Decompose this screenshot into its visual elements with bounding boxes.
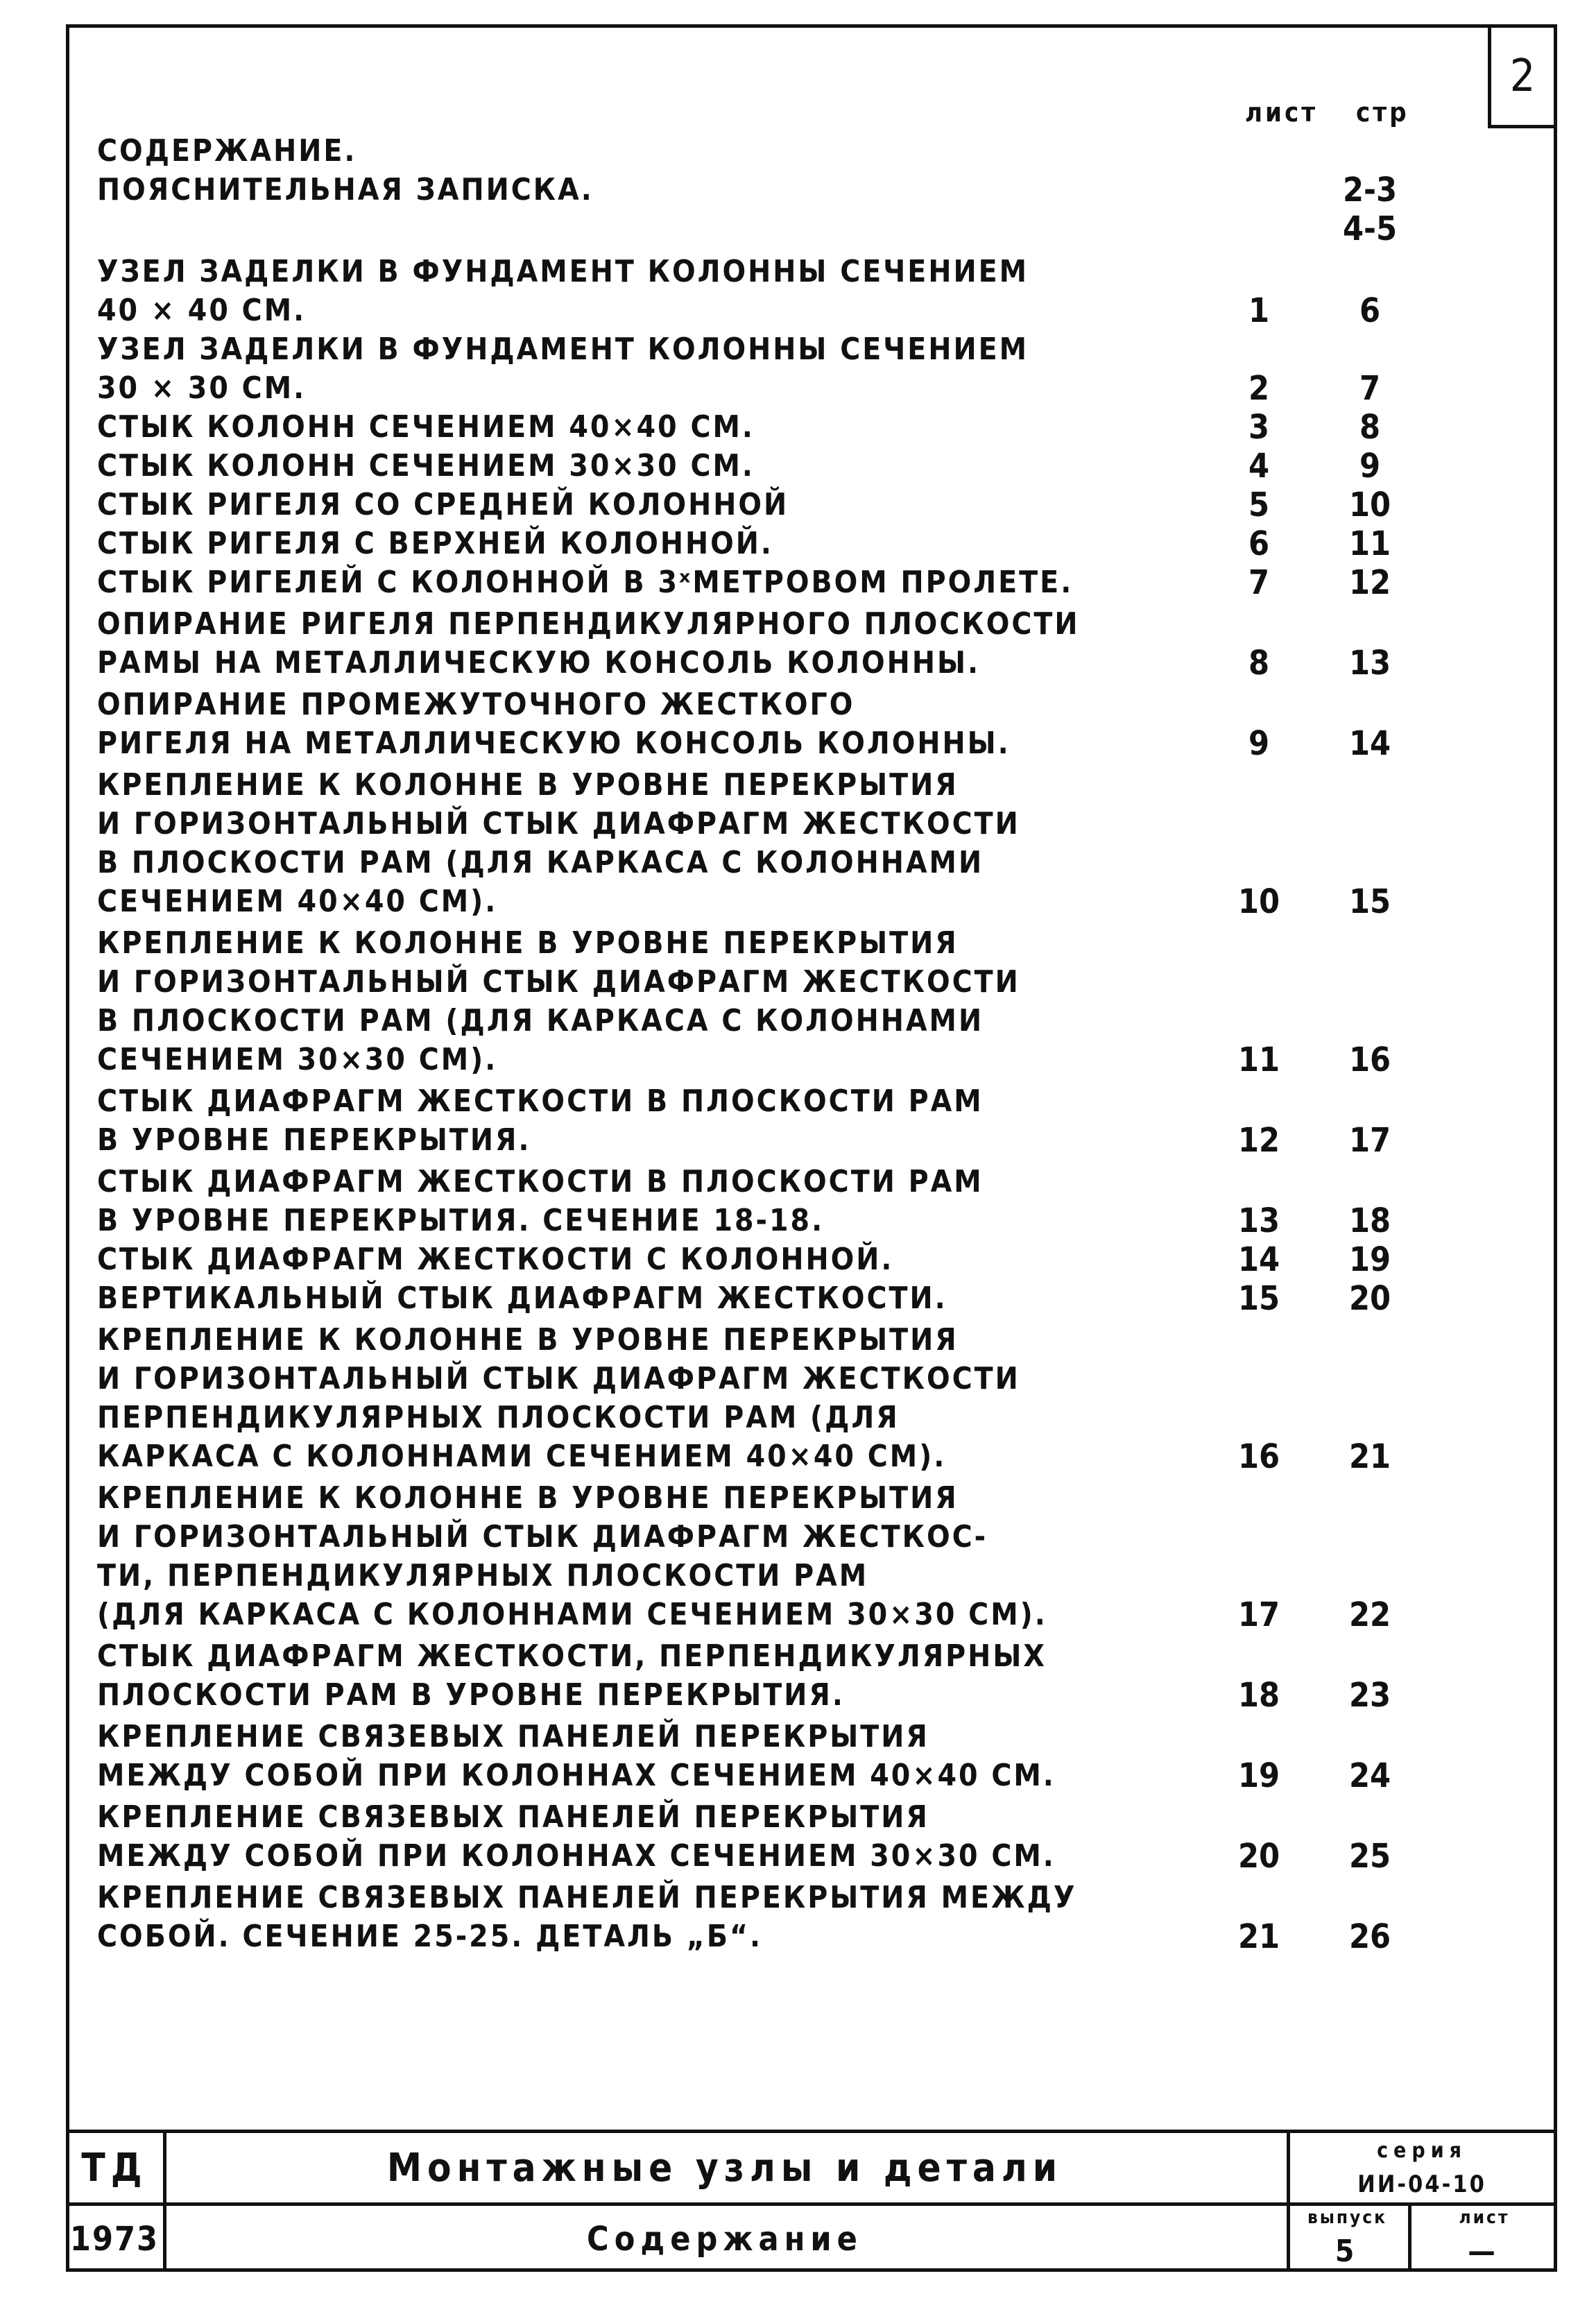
contents-row (97, 605, 1436, 683)
contents-row (97, 1798, 1436, 1876)
contents-row (97, 1637, 1436, 1715)
contents-item-sheet: 10 (1237, 882, 1280, 921)
contents-item-page: 24 (1348, 1756, 1391, 1795)
contents-item-page: 17 (1348, 1121, 1391, 1160)
contents-item-page: 14 (1348, 724, 1391, 763)
contents-item-sheet: 21 (1237, 1917, 1280, 1956)
contents-item-title: КРЕПЛЕНИЕ СВЯЗЕВЫХ ПАНЕЛЕЙ ПЕРЕКРЫТИЯ МЕЖДУ СОБОЙ ПРИ КОЛОННАХ СЕЧЕНИЕМ 30×30 СМ. (97, 1799, 1056, 1874)
contents-item-sheet: 6 (1248, 524, 1270, 563)
contents-item-sheet: 17 (1237, 1595, 1280, 1634)
contents-item-title: СТЫК ДИАФРАГМ ЖЕСТКОСТИ В ПЛОСКОСТИ РАМ В УРОВНЕ ПЕРЕКРЫТИЯ. СЕЧЕНИЕ 18-18. (97, 1164, 984, 1238)
contents-item-title: УЗЕЛ ЗАДЕЛКИ В ФУНДАМЕНТ КОЛОННЫ СЕЧЕНИЕМ 40 × 40 СМ. (97, 254, 1029, 328)
contents-row (97, 408, 1436, 447)
contents-item-title: СТЫК ДИАФРАГМ ЖЕСТКОСТИ С КОЛОННОЙ. (97, 1242, 894, 1277)
series-label: серия (1377, 2138, 1467, 2163)
contents-row (97, 1279, 1436, 1318)
contents-row (97, 924, 1436, 1079)
contents-item-sheet: 20 (1237, 1837, 1280, 1876)
contents-item-sheet: 11 (1237, 1041, 1280, 1079)
contents-item-title: СТЫК КОЛОНН СЕЧЕНИЕМ 40×40 СМ. (97, 409, 755, 445)
contents-item-page: 26 (1348, 1917, 1391, 1956)
contents-item-title: ОПИРАНИЕ РИГЕЛЯ ПЕРПЕНДИКУЛЯРНОГО ПЛОСКОСТИ РАМЫ НА МЕТАЛЛИЧЕСКУЮ КОНСОЛЬ КОЛОННЫ. (97, 606, 1080, 680)
contents-row (97, 1163, 1436, 1240)
contents-item-page: 20 (1348, 1279, 1391, 1318)
year: 1973 (69, 2219, 160, 2259)
contents-row (97, 171, 1436, 209)
contents-item-page: 12 (1348, 563, 1391, 602)
series-value: ИИ-04-10 (1357, 2171, 1486, 2198)
contents-item-page: 25 (1348, 1837, 1391, 1876)
contents-item-title: СТЫК КОЛОНН СЕЧЕНИЕМ 30×30 СМ. (97, 448, 755, 483)
contents-item-sheet: 16 (1237, 1437, 1280, 1476)
contents-item-page: 6 (1359, 291, 1381, 330)
contents-item-sheet: 8 (1248, 644, 1270, 683)
contents-item-sheet: 12 (1237, 1121, 1280, 1160)
contents-row (97, 1878, 1436, 1956)
contents-item-page: 22 (1348, 1595, 1391, 1634)
contents-row (97, 1718, 1436, 1795)
contents-item-sheet: 15 (1237, 1279, 1280, 1318)
contents-item-page: 11 (1348, 524, 1391, 563)
contents-title-row (97, 132, 1436, 171)
contents-row (97, 685, 1436, 763)
contents-row (97, 447, 1436, 486)
contents-title: СОДЕРЖАНИЕ. (97, 133, 357, 169)
sheet-number: 2 (1488, 24, 1557, 128)
contents-item-title: КРЕПЛЕНИЕ СВЯЗЕВЫХ ПАНЕЛЕЙ ПЕРЕКРЫТИЯ МЕЖДУ СОБОЙ ПРИ КОЛОННАХ СЕЧЕНИЕМ 40×40 СМ. (97, 1719, 1056, 1793)
contents-item-title: СТЫК РИГЕЛЯ С ВЕРХНЕЙ КОЛОННОЙ. (97, 526, 773, 561)
contents-item-page: 16 (1348, 1041, 1391, 1079)
contents-item-page: 23 (1348, 1676, 1391, 1715)
contents-item-page: 19 (1348, 1240, 1391, 1279)
contents-item-title: УЗЕЛ ЗАДЕЛКИ В ФУНДАМЕНТ КОЛОННЫ СЕЧЕНИЕМ 30 × 30 СМ. (97, 332, 1029, 406)
contents-row (97, 209, 1436, 248)
contents-item-page: 21 (1348, 1437, 1391, 1476)
contents-item-title: ОПИРАНИЕ ПРОМЕЖУТОЧНОГО ЖЕСТКОГО РИГЕЛЯ НА МЕТАЛЛИЧЕСКУЮ КОНСОЛЬ КОЛОННЫ. (97, 687, 1011, 761)
contents-item-sheet: 1 (1248, 291, 1270, 330)
contents-row (97, 1479, 1436, 1634)
issue-label: выпуск (1307, 2207, 1388, 2228)
contents-item-title: КРЕПЛЕНИЕ К КОЛОННЕ В УРОВНЕ ПЕРЕКРЫТИЯ И ГОРИЗОНТАЛЬНЫЙ СТЫК ДИАФРАГМ ЖЕСТКОСТИ В ПЛОСКОСТИ РАМ (ДЛЯ КАРКАСА С КОЛОННАМИ СЕЧЕНИЕМ 30×30 СМ). (97, 925, 1020, 1077)
contents-list (97, 132, 1436, 1956)
contents-item-page: 9 (1359, 447, 1381, 486)
contents-item-sheet: 19 (1237, 1756, 1280, 1795)
contents-row (97, 330, 1436, 408)
contents-item-title: ПОЯСНИТЕЛЬНАЯ ЗАПИСКА. (97, 172, 594, 207)
contents-item-title: КРЕПЛЕНИЕ К КОЛОННЕ В УРОВНЕ ПЕРЕКРЫТИЯ И ГОРИЗОНТАЛЬНЫЙ СТЫК ДИАФРАГМ ЖЕСТКОСТИ ПЕРПЕНДИКУЛЯРНЫХ ПЛОСКОСТИ РАМ (ДЛЯ КАРКАСА С КОЛОННАМИ СЕЧЕНИЕМ 40×40 СМ). (97, 1322, 1020, 1474)
contents-item-sheet: 9 (1248, 724, 1270, 763)
document-subtitle: Содержание (587, 2219, 863, 2259)
contents-item-title: КРЕПЛЕНИЕ К КОЛОННЕ В УРОВНЕ ПЕРЕКРЫТИЯ И ГОРИЗОНТАЛЬНЫЙ СТЫК ДИАФРАГМ ЖЕСТКОСТИ В ПЛОСКОСТИ РАМ (ДЛЯ КАРКАСА С КОЛОННАМИ СЕЧЕНИЕМ 40×40 СМ). (97, 767, 1020, 919)
contents-item-title: СТЫК ДИАФРАГМ ЖЕСТКОСТИ, ПЕРПЕНДИКУЛЯРНЫХ ПЛОСКОСТИ РАМ В УРОВНЕ ПЕРЕКРЫТИЯ. (97, 1638, 1047, 1713)
sheet-label: лист (1459, 2207, 1510, 2228)
contents-item-page: 7 (1359, 369, 1381, 408)
contents-item-page: 15 (1348, 882, 1391, 921)
document-title: Монтажные узлы и детали (386, 2145, 1063, 2191)
column-header-page: стр (1356, 97, 1409, 128)
contents-item-sheet: 18 (1237, 1676, 1280, 1715)
title-block (66, 2130, 1557, 2272)
contents-row (97, 252, 1436, 330)
contents-item-sheet: 4 (1248, 447, 1270, 486)
contents-item-page: 10 (1348, 486, 1391, 524)
contents-item-title: ВЕРТИКАЛЬНЫЙ СТЫК ДИАФРАГМ ЖЕСТКОСТИ. (97, 1281, 947, 1316)
contents-item-page: 4-5 (1342, 209, 1398, 248)
contents-row (97, 1082, 1436, 1160)
contents-row (97, 524, 1436, 563)
contents-item-title: СТЫК РИГЕЛЯ СО СРЕДНЕЙ КОЛОННОЙ (97, 487, 789, 522)
contents-row (97, 1321, 1436, 1476)
contents-row (97, 563, 1436, 602)
contents-row (97, 1240, 1436, 1279)
contents-item-title: КРЕПЛЕНИЕ СВЯЗЕВЫХ ПАНЕЛЕЙ ПЕРЕКРЫТИЯ МЕЖДУ СОБОЙ. СЕЧЕНИЕ 25-25. ДЕТАЛЬ „Б“. (97, 1880, 1077, 1954)
sheet-value: — (1468, 2233, 1501, 2269)
column-header-sheet: лист (1245, 97, 1319, 128)
contents-item-title: СТЫК РИГЕЛЕЙ С КОЛОННОЙ В 3ˣМЕТРОВОМ ПРОЛЕТЕ. (97, 565, 1074, 600)
contents-item-sheet: 13 (1237, 1201, 1280, 1240)
contents-item-title: СТЫК ДИАФРАГМ ЖЕСТКОСТИ В ПЛОСКОСТИ РАМ В УРОВНЕ ПЕРЕКРЫТИЯ. (97, 1084, 984, 1158)
contents-row (97, 766, 1436, 921)
org-code: ТД (81, 2145, 148, 2191)
contents-item-sheet: 5 (1248, 486, 1270, 524)
contents-item-page: 18 (1348, 1201, 1391, 1240)
issue-value: 5 (1335, 2233, 1360, 2269)
contents-item-sheet: 2 (1248, 369, 1270, 408)
contents-item-page: 2-3 (1342, 171, 1398, 209)
contents-item-page: 13 (1348, 644, 1391, 683)
contents-row (97, 486, 1436, 524)
contents-item-title: КРЕПЛЕНИЕ К КОЛОННЕ В УРОВНЕ ПЕРЕКРЫТИЯ И ГОРИЗОНТАЛЬНЫЙ СТЫК ДИАФРАГМ ЖЕСТКОС- ТИ, ПЕРПЕНДИКУЛЯРНЫХ ПЛОСКОСТИ РАМ (ДЛЯ КАРКАСА С КОЛОННАМИ СЕЧЕНИЕМ 30×30 СМ). (97, 1480, 1047, 1632)
contents-item-sheet: 7 (1248, 563, 1270, 602)
contents-item-page: 8 (1359, 408, 1381, 447)
contents-item-sheet: 3 (1248, 408, 1270, 447)
contents-item-sheet: 14 (1237, 1240, 1280, 1279)
